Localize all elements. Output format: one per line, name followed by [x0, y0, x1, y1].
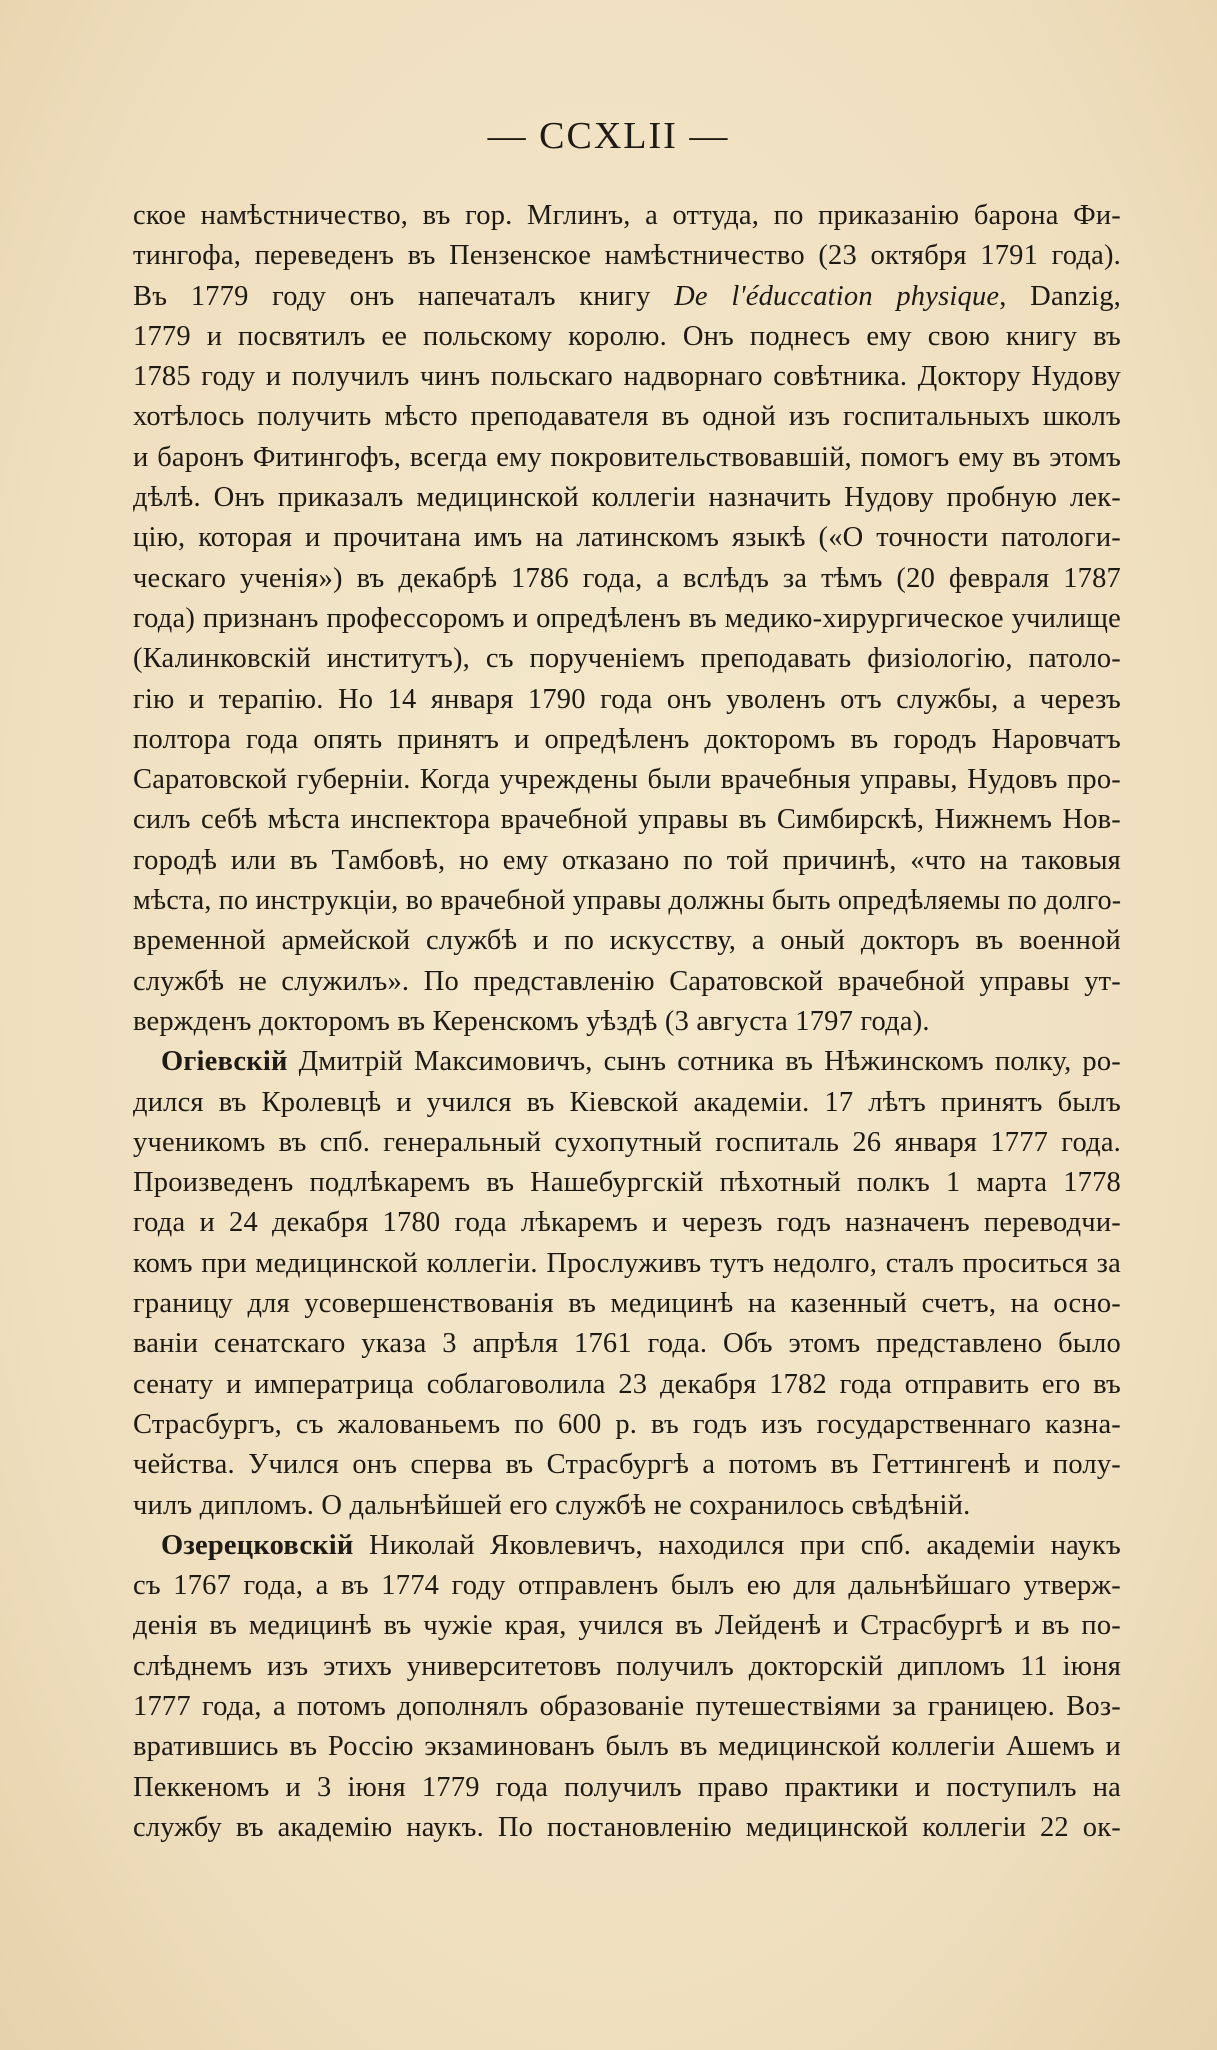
text-line: службу въ академію наукъ. По постановленію медицинской коллегіи 22 ок- — [133, 1811, 1121, 1843]
text-line: Саратовской губерніи. Когда учреждены были врачебныя управы, Нудовъ про- — [133, 764, 1121, 796]
text-line: тингофа, переведенъ въ Пензенское намѣстничество (23 октября 1791 года). — [133, 240, 1121, 272]
text-line: и баронъ Фитингофъ, всегда ему покровительствовавшій, помогъ ему въ этомъ — [133, 441, 1121, 473]
text-line: сенату и императрица соблаговолила 23 декабря 1782 года отправить его въ — [133, 1368, 1121, 1400]
page-number-header: — CCXLII — — [487, 115, 730, 157]
text-line: мѣста, по инструкціи, во врачебной управы должны быть опредѣляемы по долго- — [133, 885, 1122, 917]
text-segment: , Danzig, — [999, 280, 1121, 312]
text-line: дился въ Кролевцѣ и учился въ Кіевской академіи. 17 лѣтъ принятъ былъ — [133, 1086, 1121, 1118]
text-line: комъ при медицинской коллегіи. Прослуживъ тутъ недолго, сталъ проситься за — [133, 1247, 1121, 1279]
text-line: чилъ дипломъ. О дальнѣйшей его службѣ не сохранилось свѣдѣній. — [133, 1489, 971, 1521]
text-line: Произведенъ подлѣкаремъ въ Нашебургскій пѣхотный полкъ 1 марта 1778 — [133, 1167, 1121, 1199]
text-line: Пеккеномъ и 3 іюня 1779 года получилъ право практики и поступилъ на — [133, 1771, 1121, 1803]
text-line: ческаго ученія») въ декабрѣ 1786 года, а вслѣдъ за тѣмъ (20 февраля 1787 — [133, 562, 1121, 594]
text-segment: Въ 1779 году онъ напечаталъ книгу — [133, 280, 675, 312]
text-line: цію, которая и прочитана имъ на латинскомъ языкѣ («О точности патологи- — [133, 522, 1121, 554]
book-title: De l'éduccation physique — [674, 280, 1000, 312]
text-line — [133, 277, 1121, 317]
text-line: съ 1767 года, а въ 1774 году отправленъ былъ ею для дальнѣйшаго утверж- — [133, 1570, 1121, 1602]
body-text — [133, 196, 1121, 1848]
text-line: службѣ не служилъ». По представленію Саратовской врачебной управы ут- — [133, 965, 1121, 997]
text-line: хотѣлось получить мѣсто преподавателя въ одной изъ госпитальныхъ школъ — [133, 401, 1121, 433]
text-line: ское намѣстничество, въ гор. Мглинъ, а оттуда, по приказанію барона Фи- — [133, 200, 1121, 231]
text-line: дѣлѣ. Онъ приказалъ медицинской коллегіи назначить Нудову пробную лек- — [133, 482, 1121, 514]
text-line: (Калинковскій институтъ), съ порученіемъ преподавать физіологію, патоло- — [133, 643, 1121, 675]
text-line: Страсбургъ, съ жалованьемъ по 600 р. въ годъ изъ государственнаго казна- — [133, 1408, 1121, 1440]
text-line: слѣднемъ изъ этихъ университетовъ получилъ докторскій дипломъ 11 іюня — [133, 1650, 1121, 1682]
text-line: силъ себѣ мѣста инспектора врачебной управы въ Симбирскѣ, Нижнемъ Нов- — [133, 804, 1121, 836]
text-line: ученикомъ въ спб. генеральный сухопутный госпиталь 26 января 1777 года. — [133, 1126, 1121, 1158]
text-line: временной армейской службѣ и по искусству, а оный докторъ въ военной — [133, 925, 1121, 957]
text-line: 1777 года, а потомъ дополнялъ образованіе путешествіями за границею. Воз- — [133, 1690, 1121, 1722]
text-line: денія въ медицинѣ въ чужіе края, учился въ Лейденѣ и Страсбургѣ и въ по- — [133, 1610, 1121, 1642]
entry-name: Озерецковскій — [161, 1529, 354, 1561]
text-line: 1785 году и получилъ чинъ польскаго надворнаго совѣтника. Доктору Нудову — [133, 361, 1121, 393]
text-line — [133, 1526, 1121, 1566]
text-line: чейства. Учился онъ сперва въ Страсбургѣ а потомъ въ Геттингенѣ и полу- — [133, 1449, 1121, 1481]
text-segment: Дмитрій Максимовичъ, сынъ сотника въ Нѣжинскомъ полку, ро- — [287, 1046, 1121, 1078]
text-line: года и 24 декабря 1780 года лѣкаремъ и черезъ годъ назначенъ переводчи- — [133, 1207, 1121, 1239]
text-line: городѣ или въ Тамбовѣ, но ему отказано по той причинѣ, «что на таковыя — [133, 844, 1121, 876]
entry-name: Огіевскій — [161, 1046, 288, 1078]
text-line: полтора года опять принятъ и опредѣленъ докторомъ въ городъ Наровчатъ — [133, 723, 1121, 755]
text-line: границу для усовершенствованія въ медицинѣ на казенный счетъ, на осно- — [133, 1288, 1121, 1320]
text-line: 1779 и посвятилъ ее польскому королю. Онъ поднесъ ему свою книгу въ — [133, 320, 1121, 352]
text-line: ваніи сенатскаго указа 3 апрѣля 1761 года. Объ этомъ представлено было — [133, 1328, 1121, 1360]
text-line: гію и терапію. Но 14 января 1790 года онъ уволенъ отъ службы, а черезъ — [133, 683, 1121, 715]
text-segment: Николай Яковлевичъ, находился при спб. академіи наукъ — [353, 1529, 1121, 1561]
text-line: года) признанъ профессоромъ и опредѣленъ въ медико-хирургическое училище — [133, 602, 1121, 634]
text-line: вратившись въ Россію экзаминованъ былъ въ медицинской коллегіи Ашемъ и — [133, 1731, 1121, 1763]
text-line: вержденъ докторомъ въ Керенскомъ уѣздѣ (3 августа 1797 года). — [133, 1005, 930, 1037]
text-line — [133, 1042, 1121, 1082]
